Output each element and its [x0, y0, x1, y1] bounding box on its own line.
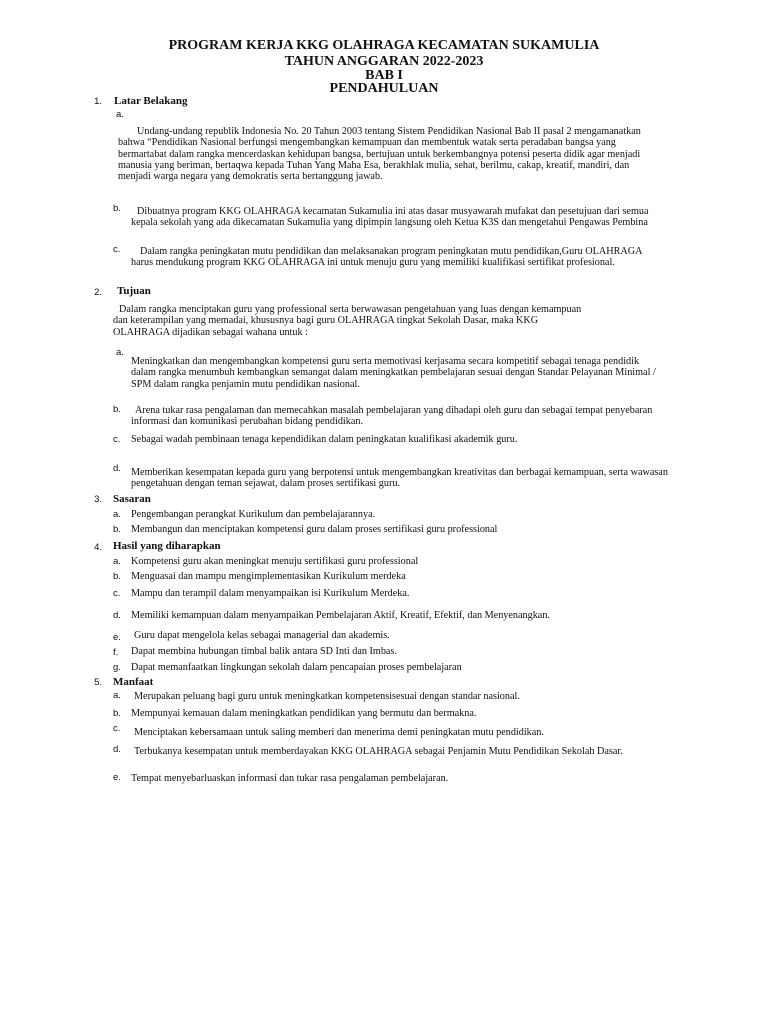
paragraph-tujuan-d: Memberikan kesempatan kepada guru yang berpotensi untuk mengembangkan kreativitas dan berbagai kemampuan, serta wawasan pengetahuan dengan teman sejawat, dalam proses sertifikasi guru.	[131, 467, 668, 490]
item-marker: f.	[113, 647, 119, 658]
paragraph-tujuan-a: Meningkatkan dan mengembangkan kompetensi guru serta memotivasi kerjasama secara kompetitif sebagai tenaga pendidik dalam rangka menumbuh kembangkan semangat dalam meningkatkan pembelajaran sesuai dengan Standar Pelayanan Minimal / SPM dalam rangka penjamin mutu pendidikan nasional.	[131, 356, 656, 390]
list-item-sasaran-b: Membangun dan menciptakan kompetensi guru dalam proses sertifikasi guru professional	[131, 524, 498, 535]
item-marker: a.	[113, 690, 121, 701]
list-item-sasaran-a: Pengembangan perangkat Kurikulum dan pembelajarannya.	[131, 509, 376, 520]
item-marker: b.	[113, 404, 121, 415]
section-number: 2.	[94, 287, 102, 298]
paragraph-tujuan-b: Arena tukar rasa pengalaman dan memecahkan masalah pembelajaran yang dihadapi oleh guru dan sebagai tempat penyebaran informasi dan komunikasi perubahan bidang pendidikan.	[131, 405, 653, 428]
list-item-hasil-g: Dapat memanfaatkan lingkungan sekolah dalam pencapaian proses pembelajaran	[131, 662, 462, 673]
section-heading-hasil: Hasil yang diharapkan	[113, 540, 221, 552]
list-item-manfaat-d: Terbukanya kesempatan untuk memberdayakan KKG OLAHRAGA sebagai Penjamin Mutu Pendidikan Sekolah Dasar.	[134, 746, 623, 757]
list-item-manfaat-e: Tempat menyebarluaskan informasi dan tukar rasa pengalaman pembelajaran.	[131, 773, 449, 784]
item-marker: c.	[113, 588, 121, 599]
section-number: 4.	[94, 542, 102, 553]
item-marker: b.	[113, 571, 121, 582]
paragraph-latar-b: Dibuatnya program KKG OLAHRAGA kecamatan Sukamulia ini atas dasar musyawarah mufakat dan pesetujuan dari semua kepala sekolah yang ada dikecamatan Sukamulia yang dipimpin langsung oleh Ketua K3S dan mengetahui Pengawas Pembina	[131, 206, 649, 229]
list-item-hasil-c: Mampu dan terampil dalam menyampaikan isi Kurikulum Merdeka.	[131, 588, 410, 599]
chapter-title: PENDAHULUAN	[329, 81, 439, 96]
list-item-manfaat-a: Merupakan peluang bagi guru untuk meningkatkan kompetensisesuai dengan standar nasional.	[134, 691, 520, 702]
item-marker: e.	[113, 632, 121, 643]
item-marker: a.	[113, 509, 121, 520]
item-marker: c.	[113, 244, 121, 255]
doc-subtitle-year: TAHUN ANGGARAN 2022-2023	[284, 54, 484, 69]
list-item-hasil-f: Dapat membina hubungan timbal balik antara SD Inti dan Imbas.	[131, 646, 397, 657]
section-heading-latar-belakang: Latar Belakang	[114, 95, 188, 107]
chapter-label: BAB I	[365, 68, 403, 83]
item-marker: b.	[113, 203, 121, 214]
paragraph-latar-c: Dalam rangka peningkatan mutu pendidikan dan melaksanakan program peningkatan mutu pendidikan,Guru OLAHRAGA harus mendukung program KKG OLAHRAGA ini untuk menuju guru yang memiliki kualifikasi sertifikat profesional.	[131, 246, 642, 269]
paragraph-tujuan-intro: Dalam rangka menciptakan guru yang professional serta berwawasan pengetahuan yang luas dengan kemampuan dan keterampilan yang memadai, khususnya bagi guru OLAHRAGA tingkat Sekolah Dasar, maka KKG OLAHRAGA dijadikan sebagai wahana untuk :	[113, 304, 582, 338]
section-heading-manfaat: Manfaat	[113, 676, 154, 688]
item-marker: d.	[113, 463, 121, 474]
section-number: 5.	[94, 677, 102, 688]
item-marker: a.	[113, 556, 121, 567]
list-item-manfaat-b: Mempunyai kemauan dalam meningkatkan pendidikan yang bermutu dan bermakna.	[131, 708, 477, 719]
list-item-hasil-d: Memiliki kemampuan dalam menyampaikan Pembelajaran Aktif, Kreatif, Efektif, dan Menyenangkan.	[131, 610, 550, 621]
doc-title: PROGRAM KERJA KKG OLAHRAGA KECAMATAN SUKAMULIA	[168, 38, 600, 53]
item-marker: d.	[113, 744, 121, 755]
section-heading-tujuan: Tujuan	[117, 285, 151, 297]
item-marker: g.	[113, 662, 121, 673]
item-marker: a.	[116, 109, 124, 120]
list-item-hasil-b: Menguasai dan mampu mengimplementasikan Kurikulum merdeka	[131, 571, 406, 582]
section-number: 1.	[94, 96, 102, 107]
paragraph-latar-a: Undang-undang republik Indonesia No. 20 Tahun 2003 tentang Sistem Pendidikan Nasional Bab II pasal 2 mengamanatkan bahwa “Pendidikan Nasional berfungsi mengembangkan kemampuan dan membentuk watak serta peradaban bangsa yang bermartabat dalam rangka mencerdaskan kehidupan bangsa, bertujuan untuk berkembangnya potensi peserta didik agar menjadi manusia yang beriman, bertaqwa kepada Tuhan Yang Maha Esa, berakhlak mulia, sehat, berilmu, cakap, kreatif, mandiri, dan menjadi warga negara yang demokratis serta bertanggung jawab.	[118, 126, 641, 183]
item-marker: b.	[113, 524, 121, 535]
list-item-hasil-e: Guru dapat mengelola kelas sebagai managerial dan akademis.	[134, 630, 390, 641]
item-marker: d.	[113, 610, 121, 621]
list-item-hasil-a: Kompetensi guru akan meningkat menuju sertifikasi guru professional	[131, 556, 419, 567]
item-marker: c.	[113, 723, 121, 734]
item-marker: c.	[113, 434, 121, 445]
section-heading-sasaran: Sasaran	[113, 493, 151, 505]
item-marker: a.	[116, 347, 124, 358]
paragraph-tujuan-c: Sebagai wadah pembinaan tenaga kependidikan dalam peningkatan kualifikasi akademik guru.	[131, 434, 518, 445]
list-item-manfaat-c: Menciptakan kebersamaan untuk saling memberi dan menerima demi peningkatan mutu pendidikan.	[134, 727, 544, 738]
item-marker: e.	[113, 772, 121, 783]
section-number: 3.	[94, 494, 102, 505]
item-marker: b.	[113, 708, 121, 719]
